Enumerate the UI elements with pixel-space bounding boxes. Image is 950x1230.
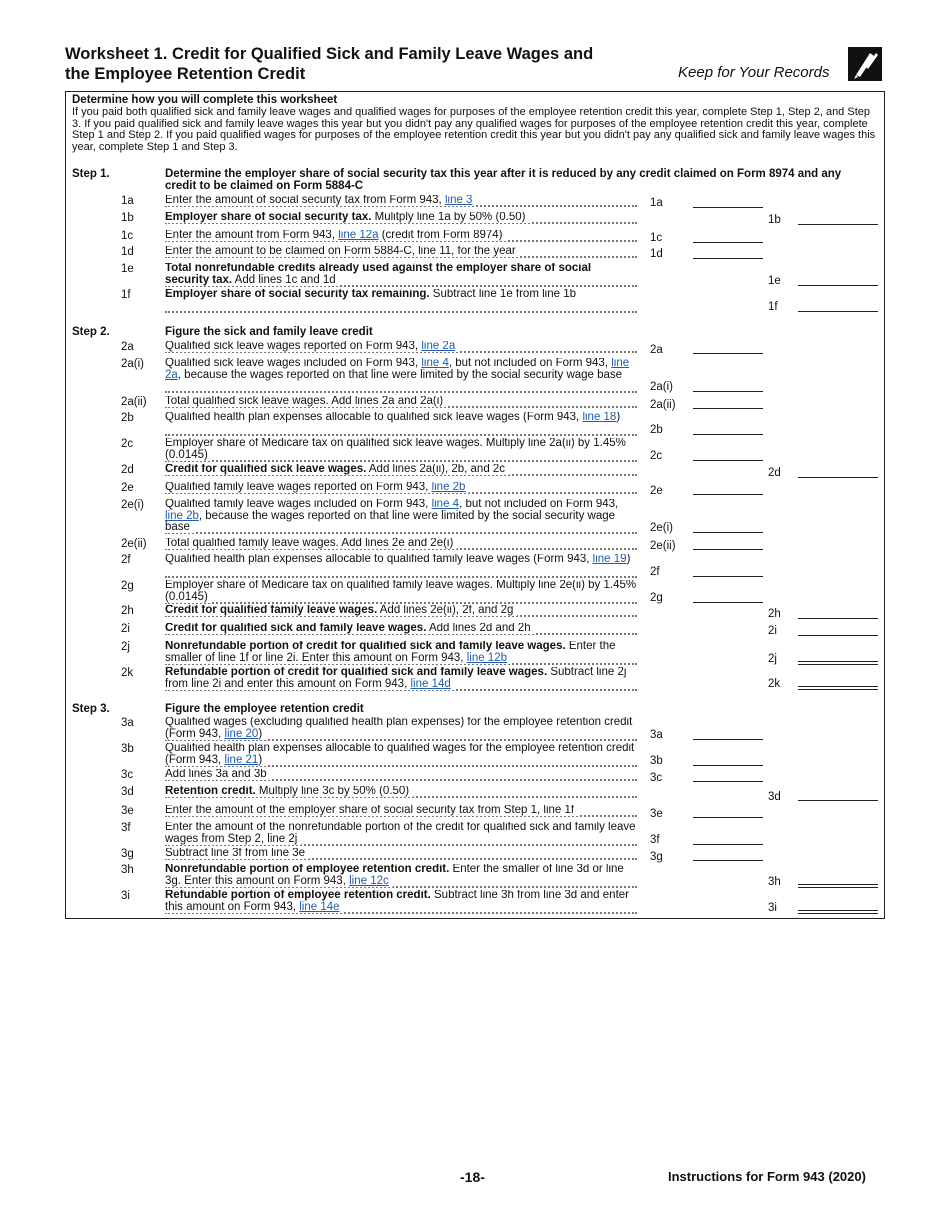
input-3h[interactable]	[798, 884, 878, 888]
input-2e[interactable]	[693, 494, 763, 495]
step-2-label: Step 2.	[72, 326, 110, 338]
input-2k[interactable]	[798, 686, 878, 690]
link-line-12a[interactable]: line 12a	[338, 230, 379, 241]
worksheet-title: Worksheet 1. Credit for Qualified Sick and Family Leave Wages and the Employee Retention Credit	[65, 45, 594, 83]
link-line-2a[interactable]: line 2a	[421, 341, 456, 352]
step-3-heading: Figure the employee retention credit	[165, 703, 364, 715]
input-3b[interactable]	[693, 765, 763, 766]
link-line-2b-b[interactable]: line 2b	[165, 509, 199, 522]
link-line-2a-b[interactable]: line 2a	[165, 358, 630, 381]
input-3f[interactable]	[693, 844, 763, 845]
input-3a[interactable]	[693, 739, 763, 740]
input-2e-i[interactable]	[693, 532, 763, 533]
input-2i[interactable]	[798, 635, 878, 636]
link-line-4-b[interactable]: line 4	[431, 499, 460, 510]
input-3g[interactable]	[693, 860, 763, 861]
input-2f[interactable]	[693, 576, 763, 577]
step-1-label: Step 1.	[72, 168, 110, 180]
link-line-4[interactable]: line 4	[421, 358, 449, 369]
input-2e-ii[interactable]	[693, 549, 763, 550]
link-line-12b[interactable]: line 12b	[466, 651, 507, 664]
intro-text: If you paid both qualified sick and family leave wages and qualified wages for purposes of the employee retention credit this year, complete Step 1, Step 2, and Step 3. If you paid qualified sick and family leave wages this year but you didn't pay any qualified wages for purposes of the employee retention credit this year, complete Step 1 and Step 2. If you paid qualified wages for purposes of the employee retention credit this year but you didn't pay any qualified sick and family leave wages this year, complete Step 1 and Step 3.	[72, 106, 876, 153]
input-2a-ii[interactable]	[693, 408, 763, 409]
link-line-3[interactable]: line 3	[444, 195, 473, 206]
intro-heading: Determine how you will complete this worksheet	[72, 94, 338, 106]
step-2-heading: Figure the sick and family leave credit	[165, 326, 373, 338]
input-2b[interactable]	[693, 434, 763, 435]
footer-form-title: Instructions for Form 943 (2020)	[668, 1169, 866, 1184]
input-2h[interactable]	[798, 618, 878, 619]
input-3e[interactable]	[693, 817, 763, 818]
pen-icon	[848, 47, 882, 81]
input-1b[interactable]	[798, 224, 878, 225]
input-2g[interactable]	[693, 602, 763, 603]
link-line-19[interactable]: line 19	[592, 554, 627, 565]
input-1e[interactable]	[798, 285, 878, 286]
link-line-12c[interactable]: line 12c	[349, 874, 389, 887]
link-line-20[interactable]: line 20	[224, 727, 259, 740]
input-2d[interactable]	[798, 477, 878, 478]
link-line-2b[interactable]: line 2b	[431, 482, 466, 493]
input-2a-i[interactable]	[693, 391, 763, 392]
input-2a[interactable]	[693, 353, 763, 354]
page-number: -18-	[460, 1169, 485, 1185]
input-1d[interactable]	[693, 258, 763, 259]
step-3-label: Step 3.	[72, 703, 110, 715]
link-line-18[interactable]: line 18	[582, 412, 617, 423]
input-2j[interactable]	[798, 661, 878, 665]
keep-for-records: Keep for Your Records	[678, 64, 830, 81]
step-1-heading: Determine the employer share of social security tax this year after it is reduced by any credit claimed on Form 8974 and any credit to be claimed on Form 5884-C	[165, 168, 842, 192]
input-1f[interactable]	[798, 311, 878, 312]
input-1c[interactable]	[693, 242, 763, 243]
link-line-21[interactable]: line 21	[224, 753, 259, 766]
input-3c[interactable]	[693, 781, 763, 782]
input-1a[interactable]	[693, 207, 763, 208]
input-3i[interactable]	[798, 910, 878, 914]
input-3d[interactable]	[798, 800, 878, 801]
input-2c[interactable]	[693, 460, 763, 461]
link-line-14e[interactable]: line 14e	[299, 900, 340, 913]
link-line-14d[interactable]: line 14d	[410, 677, 451, 690]
